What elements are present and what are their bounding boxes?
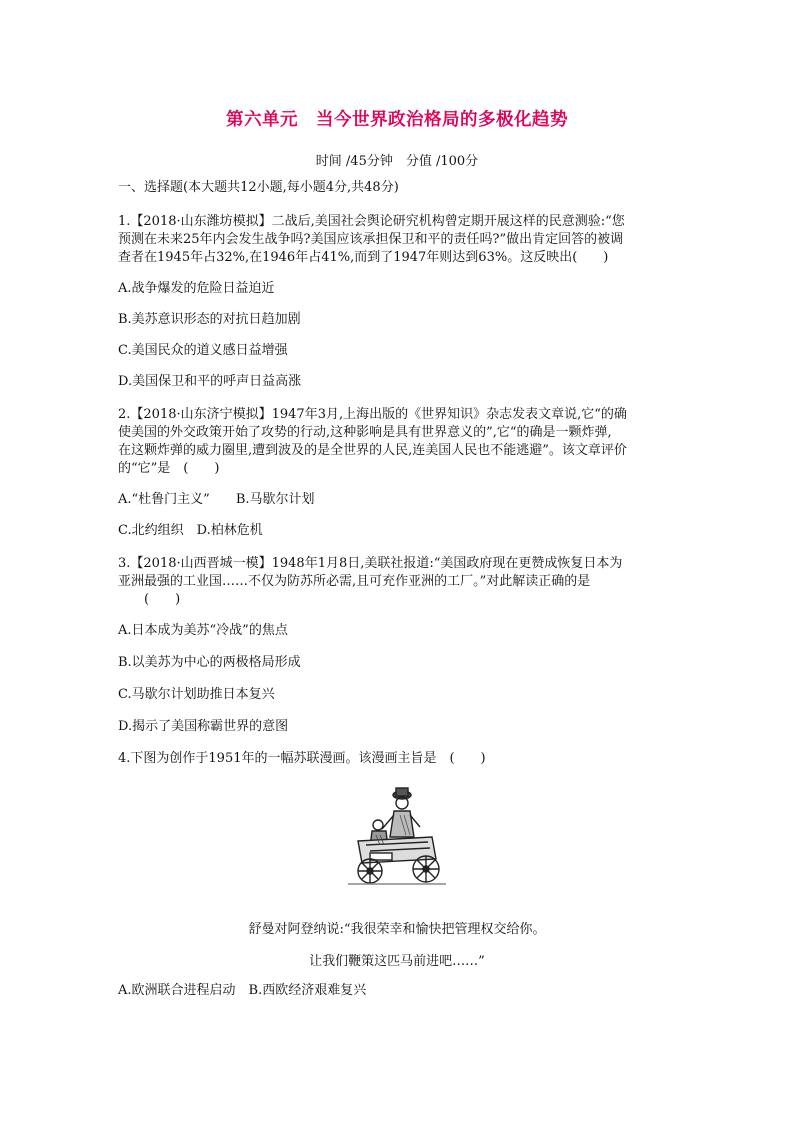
q4-stem-line-1: 4.下图为创作于1951年的一幅苏联漫画。该漫画主旨是 ( ) — [118, 751, 486, 766]
section-heading: 一、选择题(本大题共12小题,每小题4分,共48分) — [118, 180, 399, 195]
q1-option-d: D.美国保卫和平的呼声日益高涨 — [118, 374, 302, 389]
time-score-line: 时间 /45分钟 分值 /100分 — [315, 154, 479, 169]
q1-stem-line-2: 预测在未来25年内会发生战争吗?美国应该承担保卫和平的责任吗?”做出肯定回答的被调 — [118, 232, 624, 247]
q2-options-cd: C.北约组织 D.柏林危机 — [118, 523, 263, 538]
cartoon-caption-line-1: 舒曼对阿登纳说:“我很荣幸和愉快把管理权交给你。 — [248, 922, 546, 937]
q2-options-ab: A.“杜鲁门主义” B.马歇尔计划 — [118, 492, 315, 507]
q2-stem-line-2: 使美国的外交政策开始了攻势的行动,这种影响是具有世界意义的”,它“的确是一颗炸弹, — [118, 425, 612, 440]
q3-option-b: B.以美苏为中心的两极格局形成 — [118, 655, 301, 670]
q1-stem-line-3: 查者在1945年占32%,在1946年占41%,而到了1947年则达到63%。这反映出( ) — [118, 250, 609, 265]
q1-stem-line-1: 1.【2018·山东潍坊模拟】二战后,美国社会舆论研究机构曾定期开展这样的民意测验:“您 — [118, 214, 625, 229]
q3-option-c: C.马歇尔计划助推日本复兴 — [118, 687, 275, 702]
q1-option-b: B.美苏意识形态的对抗日趋加剧 — [118, 312, 301, 327]
q3-stem-line-3: ( ) — [118, 592, 181, 607]
unit-title: 第六单元 当今世界政治格局的多极化趋势 — [226, 110, 568, 130]
cartoon-caption-line-2: 让我们鞭策这匹马前进吧……” — [309, 954, 485, 969]
q2-stem-line-3: 在这颗炸弹的威力圈里,遭到波及的是全世界的人民,连美国人民也不能逃避”。该文章评价 — [118, 443, 627, 458]
q1-option-c: C.美国民众的道义感日益增强 — [118, 343, 288, 358]
q3-option-a: A.日本成为美苏“冷战”的焦点 — [118, 623, 288, 638]
q1-option-a: A.战争爆发的危险日益迫近 — [118, 281, 275, 296]
q3-option-d: D.揭示了美国称霸世界的意图 — [118, 719, 289, 734]
q3-stem-line-1: 3.【2018·山西晋城一模】1948年1月8日,美联社报道:“美国政府现在更赞成恢复日本为 — [118, 556, 623, 571]
q2-stem-line-4: 的“它”是 ( ) — [118, 461, 220, 476]
soviet-cartoon-image — [340, 785, 452, 890]
q3-stem-line-2: 亚洲最强的工业国……不仅为防苏所必需,且可充作亚洲的工厂。”对此解读正确的是 — [118, 574, 591, 589]
q4-options-ab: A.欧洲联合进程启动 B.西欧经济艰难复兴 — [118, 983, 367, 998]
q2-stem-line-1: 2.【2018·山东济宁模拟】1947年3月,上海出版的《世界知识》杂志发表文章说,它“的确 — [118, 407, 627, 422]
